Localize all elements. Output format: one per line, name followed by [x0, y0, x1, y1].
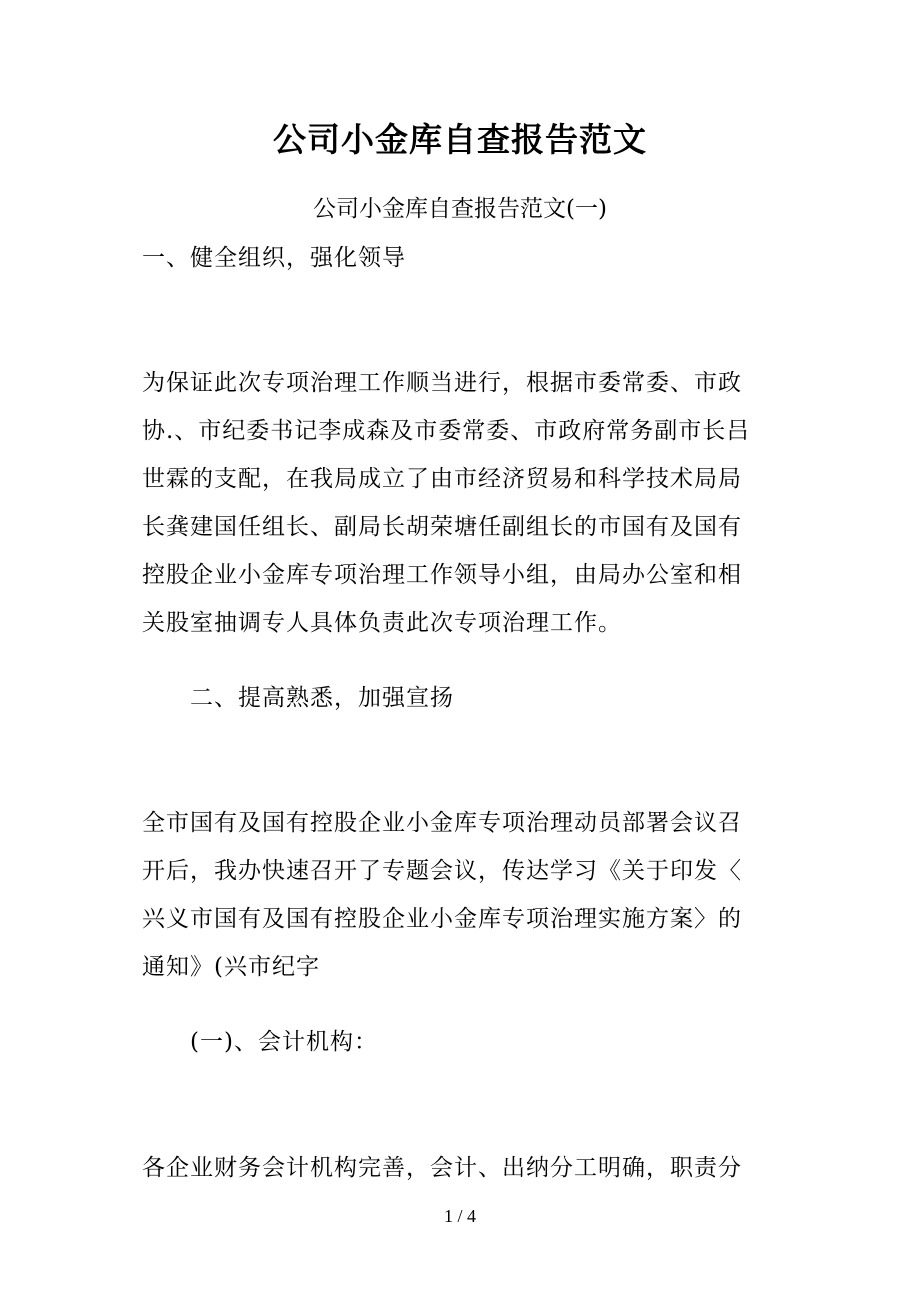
paragraph-1-line-5: 控股企业小金库专项治理工作领导小组，由局办公室和相 — [142, 562, 742, 588]
paragraph-1-line-2: 协.、市纪委书记李成森及市委常委、市政府常务副市长吕 — [142, 418, 751, 444]
section-heading-1: 一、健全组织，强化领导 — [142, 245, 406, 271]
paragraph-2-line-2: 开后，我办快速召开了专题会议，传达学习《关于印发〈 — [142, 858, 742, 884]
subsection-heading-1: (一)、会计机构： — [190, 1029, 378, 1055]
paragraph-3-line-1: 各企业财务会计机构完善，会计、出纳分工明确，职责分 — [142, 1155, 742, 1181]
paragraph-1-line-6: 关股室抽调专人具体负责此次专项治理工作。 — [142, 610, 622, 636]
document-subtitle: 公司小金库自查报告范文(一) — [313, 196, 607, 222]
section-heading-2: 二、提高熟悉，加强宣扬 — [190, 685, 454, 711]
paragraph-2-line-1: 全市国有及国有控股企业小金库专项治理动员部署会议召 — [142, 810, 742, 836]
paragraph-2-line-3: 兴义市国有及国有控股企业小金库专项治理实施方案〉的 — [142, 906, 742, 932]
paragraph-1-line-1: 为保证此次专项治理工作顺当进行，根据市委常委、市政 — [142, 370, 742, 396]
paragraph-2-line-4: 通知》(兴市纪字 — [142, 954, 320, 980]
page-number: 1 / 4 — [443, 1206, 476, 1226]
paragraph-1-line-3: 世霖的支配，在我局成立了由市经济贸易和科学技术局局 — [142, 466, 742, 492]
paragraph-1-line-4: 长龚建国任组长、副局长胡荣塘任副组长的市国有及国有 — [142, 514, 742, 540]
document-title: 公司小金库自查报告范文 — [273, 120, 647, 159]
